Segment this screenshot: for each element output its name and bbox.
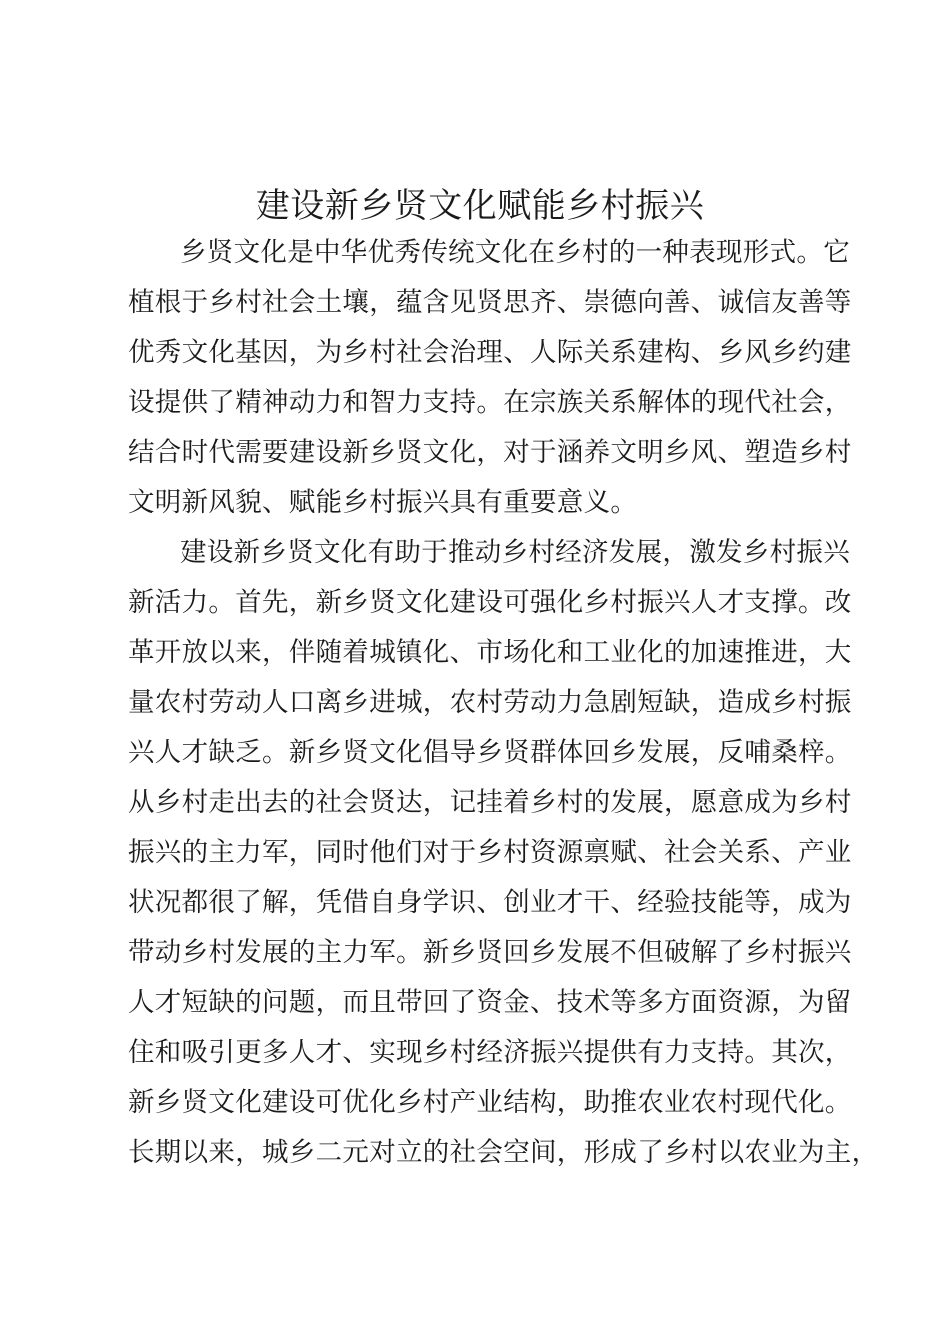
text-line: 量农村劳动人口离乡进城，农村劳动力急剧短缺，造成乡村振 bbox=[128, 687, 852, 718]
text-line: 植根于乡村社会土壤，蕴含见贤思齐、崇德向善、诚信友善等 bbox=[128, 287, 852, 318]
text-line: 兴人才缺乏。新乡贤文化倡导乡贤群体回乡发展，反哺桑梓。 bbox=[128, 737, 852, 768]
text-line: 住和吸引更多人才、实现乡村经济振兴提供有力支持。其次， bbox=[128, 1037, 852, 1068]
text-line: 人才短缺的问题，而且带回了资金、技术等多方面资源，为留 bbox=[128, 987, 852, 1018]
text-line: 长期以来，城乡二元对立的社会空间，形成了乡村以农业为主， bbox=[128, 1137, 879, 1168]
text-line: 从乡村走出去的社会贤达，记挂着乡村的发展，愿意成为乡村 bbox=[128, 787, 852, 818]
text-line: 状况都很了解，凭借自身学识、创业才干、经验技能等，成为 bbox=[128, 887, 852, 918]
text-line: 振兴的主力军，同时他们对于乡村资源禀赋、社会关系、产业 bbox=[128, 837, 852, 868]
text-line: 新乡贤文化建设可优化乡村产业结构，助推农业农村现代化。 bbox=[128, 1087, 852, 1118]
document-title: 建设新乡贤文化赋能乡村振兴 bbox=[255, 186, 705, 226]
document-body bbox=[128, 228, 879, 1178]
text-line: 建设新乡贤文化有助于推动乡村经济发展，激发乡村振兴 bbox=[180, 537, 850, 568]
text-line: 革开放以来，伴随着城镇化、市场化和工业化的加速推进，大 bbox=[128, 637, 852, 668]
text-line: 新活力。首先，新乡贤文化建设可强化乡村振兴人才支撑。改 bbox=[128, 587, 852, 618]
text-line: 优秀文化基因，为乡村社会治理、人际关系建构、乡风乡约建 bbox=[128, 337, 852, 368]
text-line: 乡贤文化是中华优秀传统文化在乡村的一种表现形式。它 bbox=[180, 237, 850, 268]
text-line: 带动乡村发展的主力军。新乡贤回乡发展不但破解了乡村振兴 bbox=[128, 937, 852, 968]
text-line: 设提供了精神动力和智力支持。在宗族关系解体的现代社会， bbox=[128, 387, 852, 418]
text-line: 文明新风貌、赋能乡村振兴具有重要意义。 bbox=[128, 487, 638, 518]
text-line: 结合时代需要建设新乡贤文化，对于涵养文明乡风、塑造乡村 bbox=[128, 437, 852, 468]
